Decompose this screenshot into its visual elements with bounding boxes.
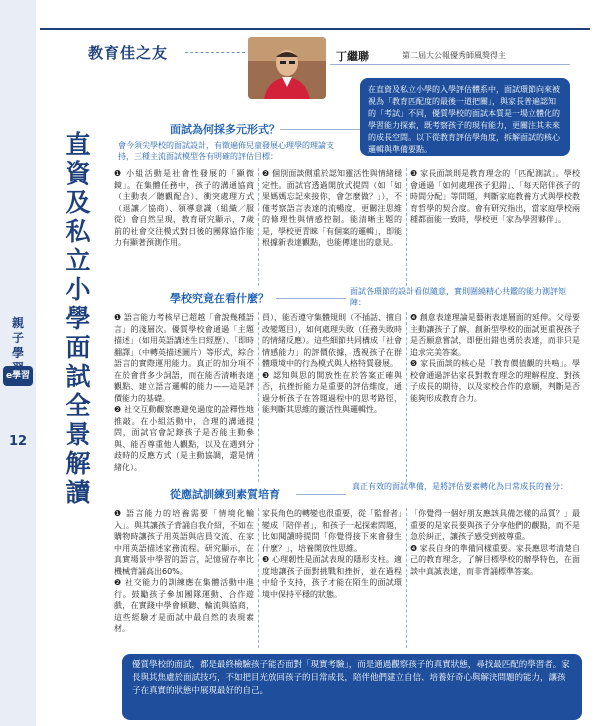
page-number: 12 [8,434,28,449]
section3-col2: 家長角色的轉變也很重要，從「監督者」變成「陪伴者」，和孩子一起探索問題，比如閱讀時提問「你覺得接下來會發生什麼？」，培養開放性思維。 ❸ 心理韌性是面試表現的隱形支柱。適度地讓孩子面對挑戰和挫折，並在過程中給予支持，孩子才能在陌生的面試環境中保持平穩的狀態。 [262,509,402,599]
divider [406,168,407,286]
side-section-label: 親子學 [11,316,24,360]
author-portrait-icon [248,37,326,99]
section1-col2: ❷ 個別面談側重於認知靈活性與情緒穩定性。面試官透過開放式提問（如「如果媽媽忘記來接你，會怎麼做？」），不僅考察語言表達的流暢度，更關注思維的條理性與情感控制。能清晰主題的是，學校更青睞「有個案的邏輯」，即能根據新表達觀點，也能傳達出的意見。 [262,169,402,247]
top-border [40,28,590,30]
section1-heading: 面試為何採多元形式？ [170,123,280,136]
divider [406,508,407,648]
section1-col1: ❶ 小組活動是社會性發展的「顯微鏡」。在集體任務中，孩子的溝通協商（主動表／聽觀配合）、衝突處理方式（退讓／協商）、領導意識（組織／服從）會自然呈現，教育研究顯示，7歲前的社會交往模式對日後的團隊協作能力有顯著預測作用。 [114,169,254,247]
section3-heading: 從應試訓練到素質培育 [170,488,280,501]
section2-col1: ❶ 語言能力考核早已超越「會說幾種語言」的淺層次。優質學校會通過「主題描述」（如用英語講述生日經歷）、「即時翻譯」（中轉英描述圖片）等形式，綜合語言的實際運用能力。真正的加分項不在於會背多少詞語，而在能否清晰表達觀點、建立語言邏輯的能力——這是評價能力的基礎。 ❷ 社交互動觀察應避免過度的詮釋性地推敲。在小組活動中，合理的溝通提問，面試官會記錄孩子是否能主動參與、能否尊重他人觀點，以及在遇到分歧時的反應方式（是主動協調，還是情緒化）。 [114,313,254,472]
column-name: 教育佳之友 [88,44,169,62]
section3-col1: ❶ 語言能力的培養需要「情境化輸入」。與其讓孩子背誦自我介紹，不如在購物時讓孩子用英語與店員交流、在家中用英語描述家務流程。研究顯示，在真實場景中學習的語言，記憶留存率比機械背誦高出60%。 ❷ 社交能力的訓練應在集體活動中進行。鼓勵孩子參加團隊運動、合作遊戲，在實踐中學會傾聽、輪流與協商，這些經驗才是面試中最自然的表現素材。 [114,509,254,633]
divider [258,168,259,286]
section1-col3: ❸ 家長面談則是教育理念的「匹配測試」。學校會通過「如何處理孩子犯錯」、「每天陪伴孩子的時間分配」等問題，判斷家庭教養方式與學校教育哲學的契合度。會有研究指出，當家庭學校兩種都面能一致時，學校更「家為學習夥伴」。 [410,169,580,224]
section2-sub: 面試各環節的設計看似隨意，實則圍繞精心共鑑的能力測評矩陣： [350,287,566,307]
section1-sub: 會今須尖學校的面試設計，有徵遍佈兒童發展心理學的理論支持，三種主流面試模型各有明確的評估目標： [118,141,334,161]
side-logo: e學習 [3,366,33,386]
section1-rule [280,129,360,130]
author-photo [248,37,326,99]
section3-rule [296,494,346,495]
divider [258,312,259,482]
author-title: 第二屆大公報優秀師風獎得主 [402,51,506,60]
intro-box: 在直資及私立小學的入學評估體系中，面試環節向來被視為「教育匹配度的最後一道把關」，與家長普遍認知的「考試」不同，優質學校的面試本質是一場立體化的學習能力探索，既考察孩子的現有能力，更關注其未來的成長空間。以下從教育評估學角度，拆解面試的核心邏輯與準備要點。 [360,78,570,156]
section3-col3: 「你覺得一個好朋友應該具備怎樣的品質？」最重要的是家長要與孩子分享他們的觀點，而不是急於糾正，讓孩子感受到被尊重。 ❹ 家長自身的準備同樣重要。家長應思考清楚自己的教育理念，了解目標學校的辦學特色，在面談中真誠表達，而非背誦標準答案。 [410,509,580,576]
section3-sub: 真正有效的面試準備，是將評估要素轉化為日常成長的養分： [352,482,568,491]
section2-heading: 學校究竟在看什麼？ [170,292,269,305]
section2-col2: 員），能否遵守集體規則（不插話、擅自改變題目），如何處理失敗（任務失敗時的情緒反應）。這些細節共同構成「社會情感能力」的評價依據，透視孩子在群體環境中的行為模式與人格特質發展。 ❸ 認知與思的開放性在於答案正確與否，抗挫折能力是重要的評估維度，通過分析孩子在答題過程中的思考路徑，能判斷其思維的靈活性與邏輯性。 [262,313,402,414]
main-title: 直資及私立小學面試全景解讀 [65,130,91,507]
divider [406,312,407,482]
header-rule [185,52,245,53]
header-line [330,64,570,65]
section2-col3: ❹ 創意表達理論是藝術表達層面的延伸。父母要主動讓孩子了解，創新型學校的面試更重視孩子是否願意嘗試，即便出錯也勇於表達，而非只是追求完美答案。 ❺ 家長面談的核心是「教育價值觀的共鳴」。學校會通過評估家長對教育理念的理解程度、對孩子成長的期待，以及家校合作的意願，判斷是否能夠形成教育合力。 [410,313,580,403]
divider [258,508,259,648]
closing-box: 優質學校的面試，都是最終檢驗孩子能否面對「現實考驗」，而是通過觀察孩子的真實狀態，尋找最匹配的學習者。家長與其焦慮於面試技巧，不如把目光放回孩子的日常成長，陪伴他們建立自信、培養好奇心與解決問題的能力，讓孩子在真實的狀態中展現最好的自己。 [122,654,582,720]
author-name: 丁繼聯 [336,50,369,63]
section2-rule [276,298,346,299]
